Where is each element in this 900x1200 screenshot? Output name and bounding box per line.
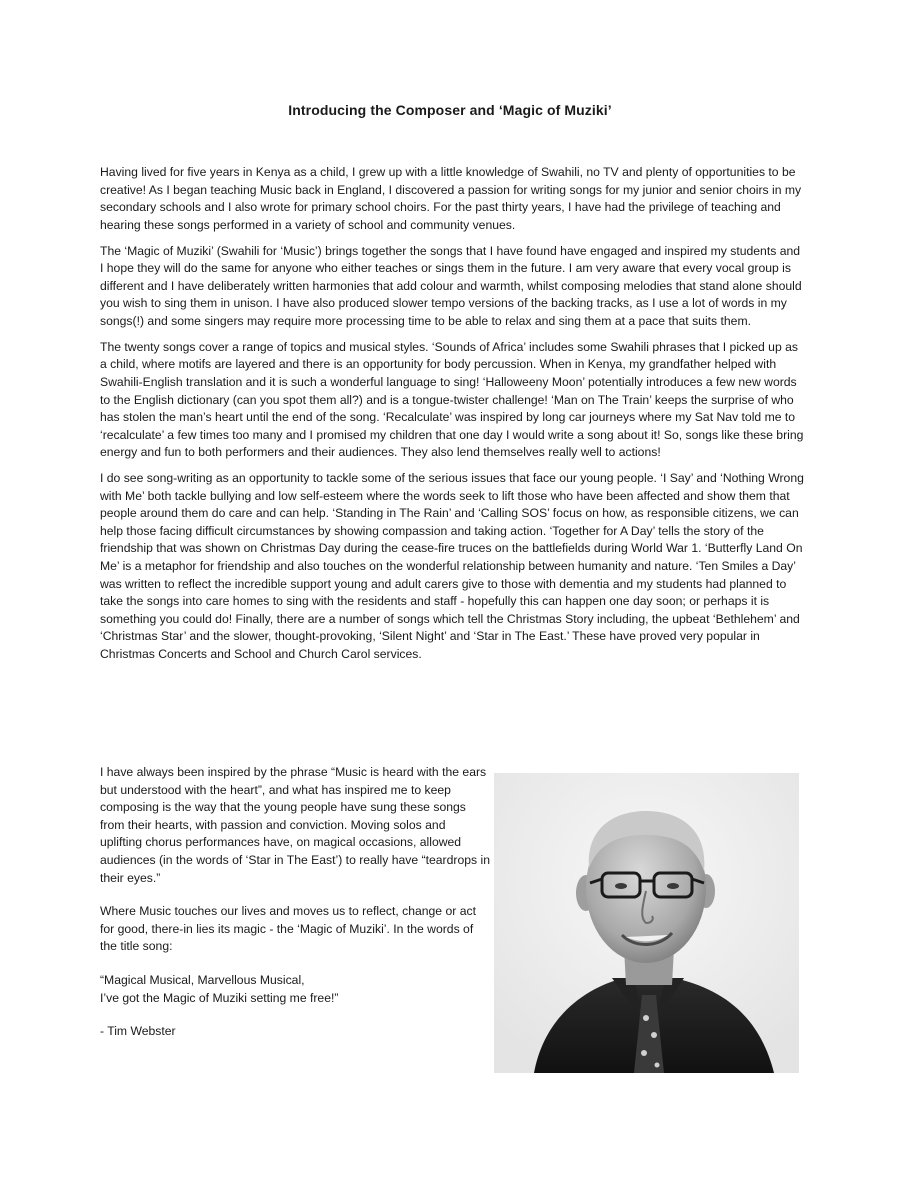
paragraph-where-music: Where Music touches our lives and moves us to reflect, change or act for good, there-in lies its magic - the ‘Magic of Muziki’. In the words of the title song: [100,904,476,954]
title-song-quote [100,972,490,1007]
page-title: Introducing the Composer and ‘Magic of Muziki’ [288,102,612,118]
composer-portrait-image [494,773,799,1073]
paragraph-magic-of-muziki: The ‘Magic of Muziki’ (Swahili for ‘Music’) brings together the songs that I have found have engaged and inspired my students and I hope they will do the same for anyone who either teaches or sings them in the future. I am very aware that every vocal group is different and I have deliberately written harmonies that add colour and warmth, whilst composing melodies that stand alone should you wish to sing them in unison. I have also produced slower tempo versions of the backing tracks, as I use a lot of words in my songs(!) and some singers may require more processing time to be able to relax and sing them at a pace that suits them. [100,243,802,328]
body-text [100,164,805,672]
composer-photo [494,773,799,1073]
signature: - Tim Webster [100,1024,176,1039]
quote-line-2: I’ve got the Magic of Muziki setting me free!” [100,990,339,1005]
paragraph-inspired: I have always been inspired by the phrase “Music is heard with the ears but understood with the heart”, and what has inspired me to keep composing is the way that the young people have sung these songs from their hearts, with passion and conviction. Moving solos and uplifting chorus performances have, on magical occasions, allowed audiences (in the words of ‘Star in The East’) to really have “teardrops in their eyes.” [100,765,490,885]
paragraph-twenty-songs: The twenty songs cover a range of topics and musical styles. ‘Sounds of Africa’ includes some Swahili phrases that I picked up as a child, where motifs are layered and there is an opportunity for body percussion. When in Kenya, my grandfather helped with Swahili-English translation and it is such a wonderful language to sing! ‘Halloweeny Moon’ potentially introduces a few new words to the English dictionary (can you spot them all?) and is a tongue-twister challenge! ‘Man on The Train’ keeps the surprise of who has stolen the man’s heart until the end of the song. ‘Recalculate’ was inspired by long car journeys where my Sat Nav told me to ‘recalculate’ a few times too many and I promised my children that one day I would write a song about it! So, songs like these bring energy and fun to both performers and their audiences. They also lend themselves really well to actions! [100,339,804,460]
paragraph-serious-issues: I do see song-writing as an opportunity to tackle some of the serious issues that face our young people. ‘I Say’ and ‘Nothing Wrong with Me’ both tackle bullying and low self-esteem where the words seek to lift those who have been affected and show them that people around them do care and can help. ‘Standing in The Rain’ and ‘Calling SOS’ focus on how, as responsible citizens, we can help those facing difficult circumstances by showing compassion and taking action. ‘Together for A Day’ tells the story of the friendship that was shown on Christmas Day during the cease-fire truces on the battlefields during World War 1. ‘Butterfly Land On Me’ is a metaphor for friendship and also touches on the wonderful relationship between humanity and nature. ‘Ten Smiles a Day’ was written to reflect the incredible support young and adult carers give to those with dementia and my students had planned to take the songs into care homes to sing with the residents and staff - hopefully this can happen one day soon; or perhaps it is something you could do! Finally, there are a number of songs which tell the Christmas Story including, the upbeat ‘Bethlehem’ and ‘Christmas Star’ and the slower, thought-provoking, ‘Silent Night’ and ‘Star in The East.’ These have proved very popular in Christmas Concerts and School and Church Carol services. [100,471,804,661]
paragraph-kenya: Having lived for five years in Kenya as a child, I grew up with a little knowledge of Swahili, no TV and plenty of opportunities to be creative! As I began teaching Music back in England, I discovered a passion for writing songs for my junior and senior choirs in my secondary schools and I also wrote for primary school choirs. For the past thirty years, I have had the privilege of teaching and hearing these songs performed in a variety of school and community venues. [100,165,802,232]
closing-text [100,764,490,1057]
quote-line-1: “Magical Musical, Marvellous Musical, [100,972,305,987]
